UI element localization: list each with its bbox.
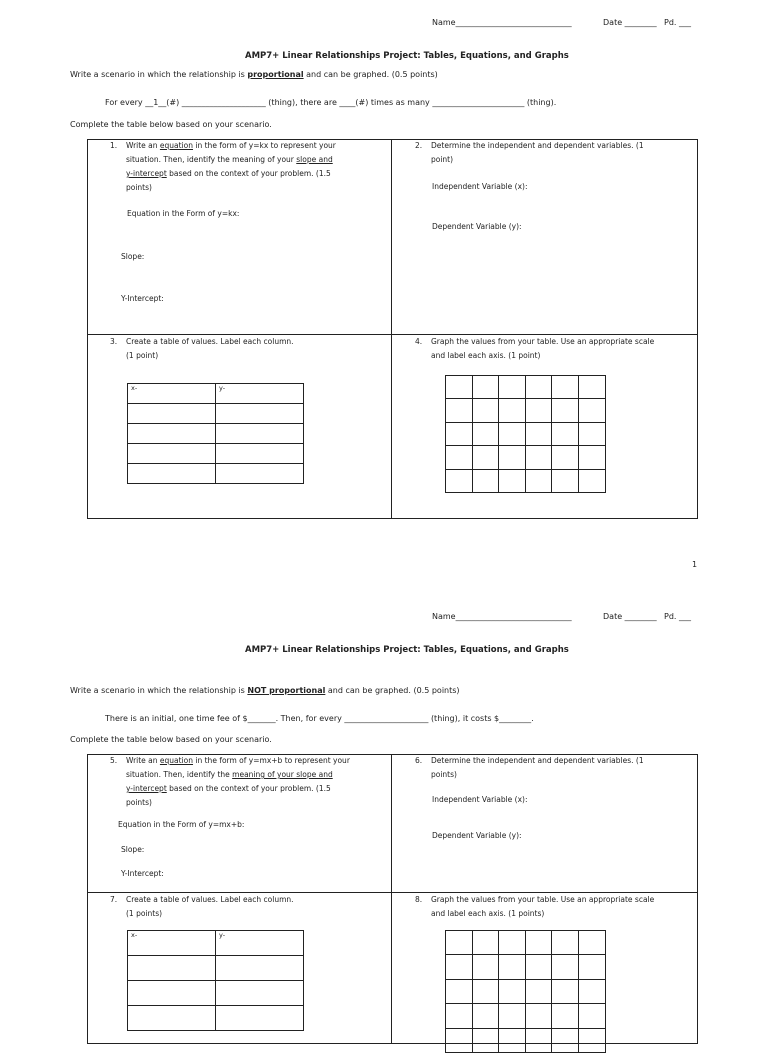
q1-text: based on the context of your problem. (1.5 [166,169,331,178]
values-table [127,930,304,1031]
q1-number: 1. [110,141,118,150]
q5-text: points) [126,798,152,807]
q6-number: 6. [415,756,423,765]
scenario-prompt [70,686,460,695]
page-title: AMP7+ Linear Relationships Project: Tables, Equations, and Graphs [245,645,569,655]
question-2 [415,139,695,167]
prompt-text: Write a scenario in which the relationship is [70,686,248,695]
table-cell[interactable] [128,424,216,444]
q5-key-slope: meaning of your slope and [232,770,333,779]
q8-number: 8. [415,895,423,904]
q1-text: in the form of y=kx to represent your [193,141,336,150]
q3-text: (1 point) [126,351,159,360]
scenario-sentence[interactable]: For every __1__(#) _____________________ (thing), there are ____(#) times as many _______________________ (thing). [105,98,557,107]
q4-text: and label each axis. (1 point) [431,351,541,360]
instruction: Complete the table below based on your scenario. [70,120,272,129]
page-number: 1 [692,560,698,569]
period-field[interactable]: Pd. ___ [664,612,691,621]
question-6 [415,754,695,782]
question-7 [110,893,380,921]
x-column-header[interactable]: x- [128,931,216,956]
scenario-sentence[interactable]: There is an initial, one time fee of $_______. Then, for every _____________________ (thing), it costs $________. [105,714,534,723]
table-cell[interactable] [128,464,216,484]
table-cell[interactable] [216,1006,304,1031]
q5-text: Write an [126,756,160,765]
q2-text: Determine the independent and dependent variables. (1 [431,141,644,150]
q5-key-equation: equation [159,756,194,765]
q5-number: 5. [110,756,118,765]
q5-text: based on the context of your problem. (1.5 [166,784,331,793]
table-cell[interactable] [128,404,216,424]
name-field[interactable]: Name_____________________________ [432,18,572,27]
q6-independent-label[interactable]: Independent Variable (x): [432,795,528,804]
q3-number: 3. [110,337,118,346]
table-cell[interactable] [216,981,304,1006]
q2-number: 2. [415,141,423,150]
q6-text: points) [431,770,457,779]
prompt-keyword: NOT proportional [247,686,326,695]
prompt-text: Write a scenario in which the relationship is [70,70,248,79]
name-field[interactable]: Name_____________________________ [432,612,572,621]
table-divider-v [391,754,392,1044]
y-column-header[interactable]: y- [216,384,304,404]
q5-equation-label[interactable]: Equation in the Form of y=mx+b: [118,820,245,829]
q3-text: Create a table of values. Label each column. [126,337,294,346]
q1-key-equation: equation [159,141,194,150]
q6-text: Determine the independent and dependent variables. (1 [431,756,644,765]
x-column-header[interactable]: x- [128,384,216,404]
q2-dependent-label[interactable]: Dependent Variable (y): [432,222,522,231]
date-field[interactable]: Date ________ [603,612,657,621]
q1-text: Write an [126,141,160,150]
graph-grid[interactable] [445,930,606,1053]
q5-key-yint: y-intercept [126,784,167,793]
q5-text: in the form of y=mx+b to represent your [193,756,350,765]
q5-yint-label[interactable]: Y-Intercept: [121,869,164,878]
question-3 [110,335,380,363]
q1-equation-label[interactable]: Equation in the Form of y=kx: [127,209,240,218]
q1-key-slope: slope and [296,155,333,164]
q5-slope-label[interactable]: Slope: [121,845,145,854]
q1-key-yint: y-intercept [126,169,167,178]
q2-independent-label[interactable]: Independent Variable (x): [432,182,528,191]
q2-text: point) [431,155,454,164]
q1-yint-label[interactable]: Y-Intercept: [121,294,164,303]
prompt-keyword: proportional [247,70,304,79]
question-5 [110,754,385,810]
prompt-text-end: and can be graphed. (0.5 points) [303,70,438,79]
question-4 [415,335,695,363]
table-cell[interactable] [128,444,216,464]
table-cell[interactable] [216,424,304,444]
table-cell[interactable] [216,464,304,484]
q8-text: and label each axis. (1 points) [431,909,545,918]
table-cell[interactable] [216,956,304,981]
values-table [127,383,304,484]
page-title: AMP7+ Linear Relationships Project: Tables, Equations, and Graphs [245,51,569,61]
question-8 [415,893,695,921]
table-cell[interactable] [216,444,304,464]
q4-number: 4. [415,337,423,346]
q1-slope-label[interactable]: Slope: [121,252,145,261]
table-cell[interactable] [128,956,216,981]
q7-number: 7. [110,895,118,904]
date-field[interactable]: Date ________ [603,18,657,27]
scenario-prompt [70,70,438,79]
graph-grid[interactable] [445,375,606,493]
prompt-text-end: and can be graphed. (0.5 points) [325,686,460,695]
q5-text: situation. Then, identify the [126,770,233,779]
question-1 [110,139,380,195]
period-field[interactable]: Pd. ___ [664,18,691,27]
q4-text: Graph the values from your table. Use an appropriate scale [431,337,655,346]
q1-text: situation. Then, identify the meaning of your [126,155,297,164]
q7-text: Create a table of values. Label each column. [126,895,294,904]
table-cell[interactable] [128,981,216,1006]
y-column-header[interactable]: y- [216,931,304,956]
q8-text: Graph the values from your table. Use an appropriate scale [431,895,655,904]
q1-text: points) [126,183,152,192]
q7-text: (1 points) [126,909,163,918]
table-divider-v [391,139,392,519]
table-cell[interactable] [216,404,304,424]
instruction: Complete the table below based on your scenario. [70,735,272,744]
q6-dependent-label[interactable]: Dependent Variable (y): [432,831,522,840]
table-cell[interactable] [128,1006,216,1031]
